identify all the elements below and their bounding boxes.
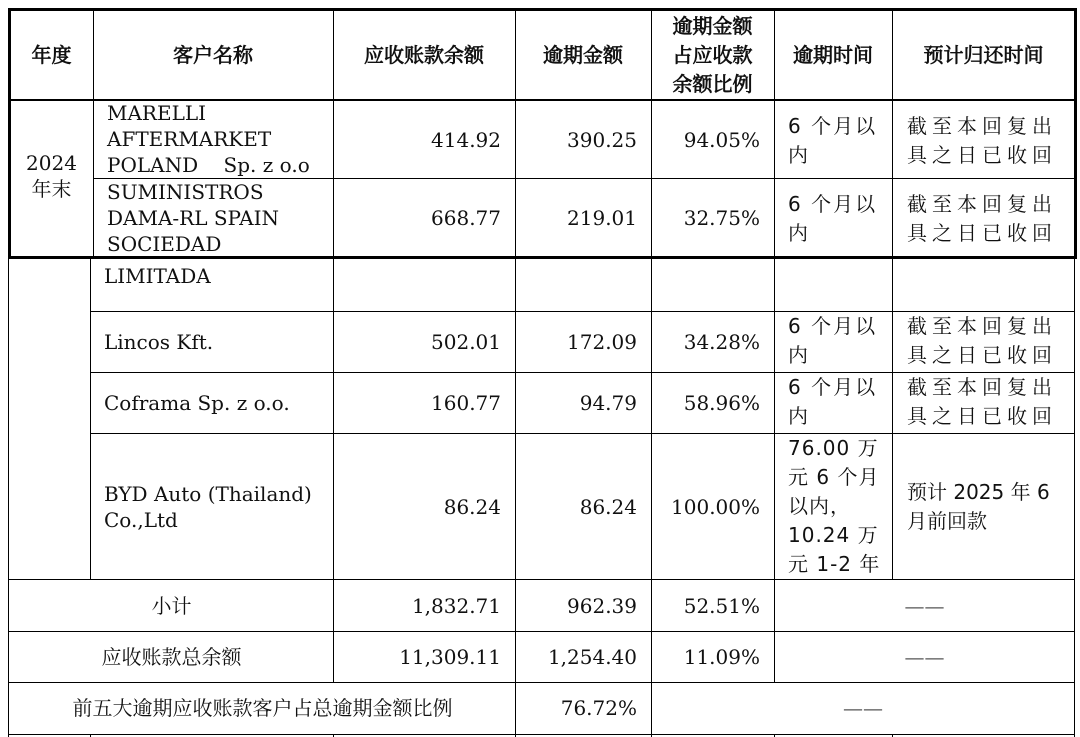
row-divider [8,734,1075,735]
column-divider [651,259,652,580]
customer-line: DAMA-RL SPAIN [107,206,280,230]
customer-line: MARELLI [107,101,207,125]
top5-dash: —— [843,696,883,720]
row-divider [8,682,1075,683]
table-border [8,8,11,259]
header-ratio: 逾期金额占应收款余额比例 [672,13,753,96]
header-overdue-time: 逾期时间 [793,43,873,67]
receivable-cell: 502.01 [431,329,501,354]
year-end-label: 年末 [31,177,72,201]
customer-line: BYD Auto (Thailand) [104,481,312,506]
customer-name-marelli [107,100,333,178]
row-divider [8,99,1077,101]
receivable-cell: 668.77 [431,206,501,230]
expected-return-cell: 截至本回复出具之日已收回 [907,192,1057,245]
overdue-time-line: 76.00 万 [788,436,879,460]
subtotal-ratio: 52.51% [683,593,760,618]
subtotal-overdue: 962.39 [567,593,637,618]
header-receivable: 应收账款余额 [364,43,484,67]
receivable-cell: 86.24 [443,494,501,519]
ratio-cell: 34.28% [683,329,760,354]
overdue-cell: 86.24 [579,494,637,519]
overdue-time-cell: 6 个月以内 [788,192,878,245]
column-divider [774,580,775,683]
ratio-cell: 32.75% [683,206,760,230]
customer-line: POLAND Sp. z o.o [107,153,310,177]
table-border [1074,8,1077,259]
expected-return-cell: 截至本回复出具之日已收回 [907,375,1057,428]
customer-line: SOCIEDAD [107,232,222,256]
customer-line: SUMINISTROS [107,180,264,204]
column-divider [515,259,516,580]
subtotal-dash: —— [904,593,945,618]
total-overdue: 1,254.40 [547,645,637,669]
table-border [8,256,1077,259]
receivable-cell: 414.92 [431,127,501,152]
table-border [8,8,1077,11]
header-expected-return: 预计归还时间 [923,43,1044,67]
overdue-cell: 94.79 [579,390,637,415]
overdue-cell: 390.25 [567,127,637,152]
header-customer: 客户名称 [173,43,253,67]
row-divider [90,311,1075,312]
top5-ratio: 76.72% [560,696,637,720]
column-divider [515,580,516,737]
row-divider [90,433,1075,434]
expected-return-cell: 截至本回复出具之日已收回 [907,114,1057,167]
receivable-cell: 160.77 [431,390,501,415]
column-divider [333,259,334,580]
row-divider [93,178,1077,179]
overdue-cell: 219.01 [567,206,637,230]
overdue-time-line: 10.24 万 [788,523,879,547]
table-border [8,259,9,737]
row-divider [8,631,1075,632]
column-divider [90,259,91,580]
ratio-cell: 58.96% [683,390,760,415]
subtotal-receivable: 1,832.71 [411,593,501,618]
customer-name-suministros [107,179,333,257]
column-divider [93,10,94,258]
total-dash: —— [904,645,945,669]
column-divider [892,259,893,580]
column-divider [515,10,516,258]
total-label: 应收账款总余额 [101,645,242,669]
customer-name-lincos: Lincos Kft. [104,329,214,354]
customer-name-byd [104,434,330,579]
column-divider [333,580,334,683]
row-divider [8,579,1075,580]
customer-name-continuation: LIMITADA [104,264,211,288]
year-cell [10,150,93,202]
column-divider [774,10,775,258]
customer-line: Co.,Ltd [104,507,178,532]
table-border [1074,259,1075,737]
expected-return-cell [907,478,1072,536]
overdue-time-cell: 6 个月以内 [788,375,878,428]
overdue-time-line: 以内， [788,494,851,518]
column-divider [651,10,652,258]
customer-line: AFTERMARKET [107,127,272,151]
overdue-time-cell: 6 个月以内 [788,114,878,167]
top5-label: 前五大逾期应收账款客户占总逾期金额比例 [72,696,453,720]
overdue-time-line: 元 1-2 年 [788,552,881,576]
column-divider [651,580,652,737]
expected-return-line: 预计 2025 年 6 [907,480,1050,504]
total-ratio: 11.09% [683,645,760,669]
column-divider [892,10,893,258]
header-year: 年度 [31,43,72,67]
overdue-time-cell [788,434,888,579]
subtotal-label: 小计 [151,593,192,618]
overdue-time-line: 元 6 个月 [788,465,880,489]
customer-name-coframa: Coframa Sp. z o.o. [104,390,290,415]
header-overdue: 逾期金额 [543,43,623,67]
expected-return-cell: 截至本回复出具之日已收回 [907,314,1057,367]
row-divider [90,372,1075,373]
overdue-cell: 172.09 [567,329,637,354]
year-label: 2024 [26,151,77,175]
expected-return-line: 月前回款 [907,509,987,533]
column-divider [774,259,775,580]
overdue-time-cell: 6 个月以内 [788,314,878,367]
column-divider [333,10,334,258]
ratio-cell: 100.00% [671,494,760,519]
total-receivable: 11,309.11 [399,645,501,669]
ratio-cell: 94.05% [683,127,760,152]
